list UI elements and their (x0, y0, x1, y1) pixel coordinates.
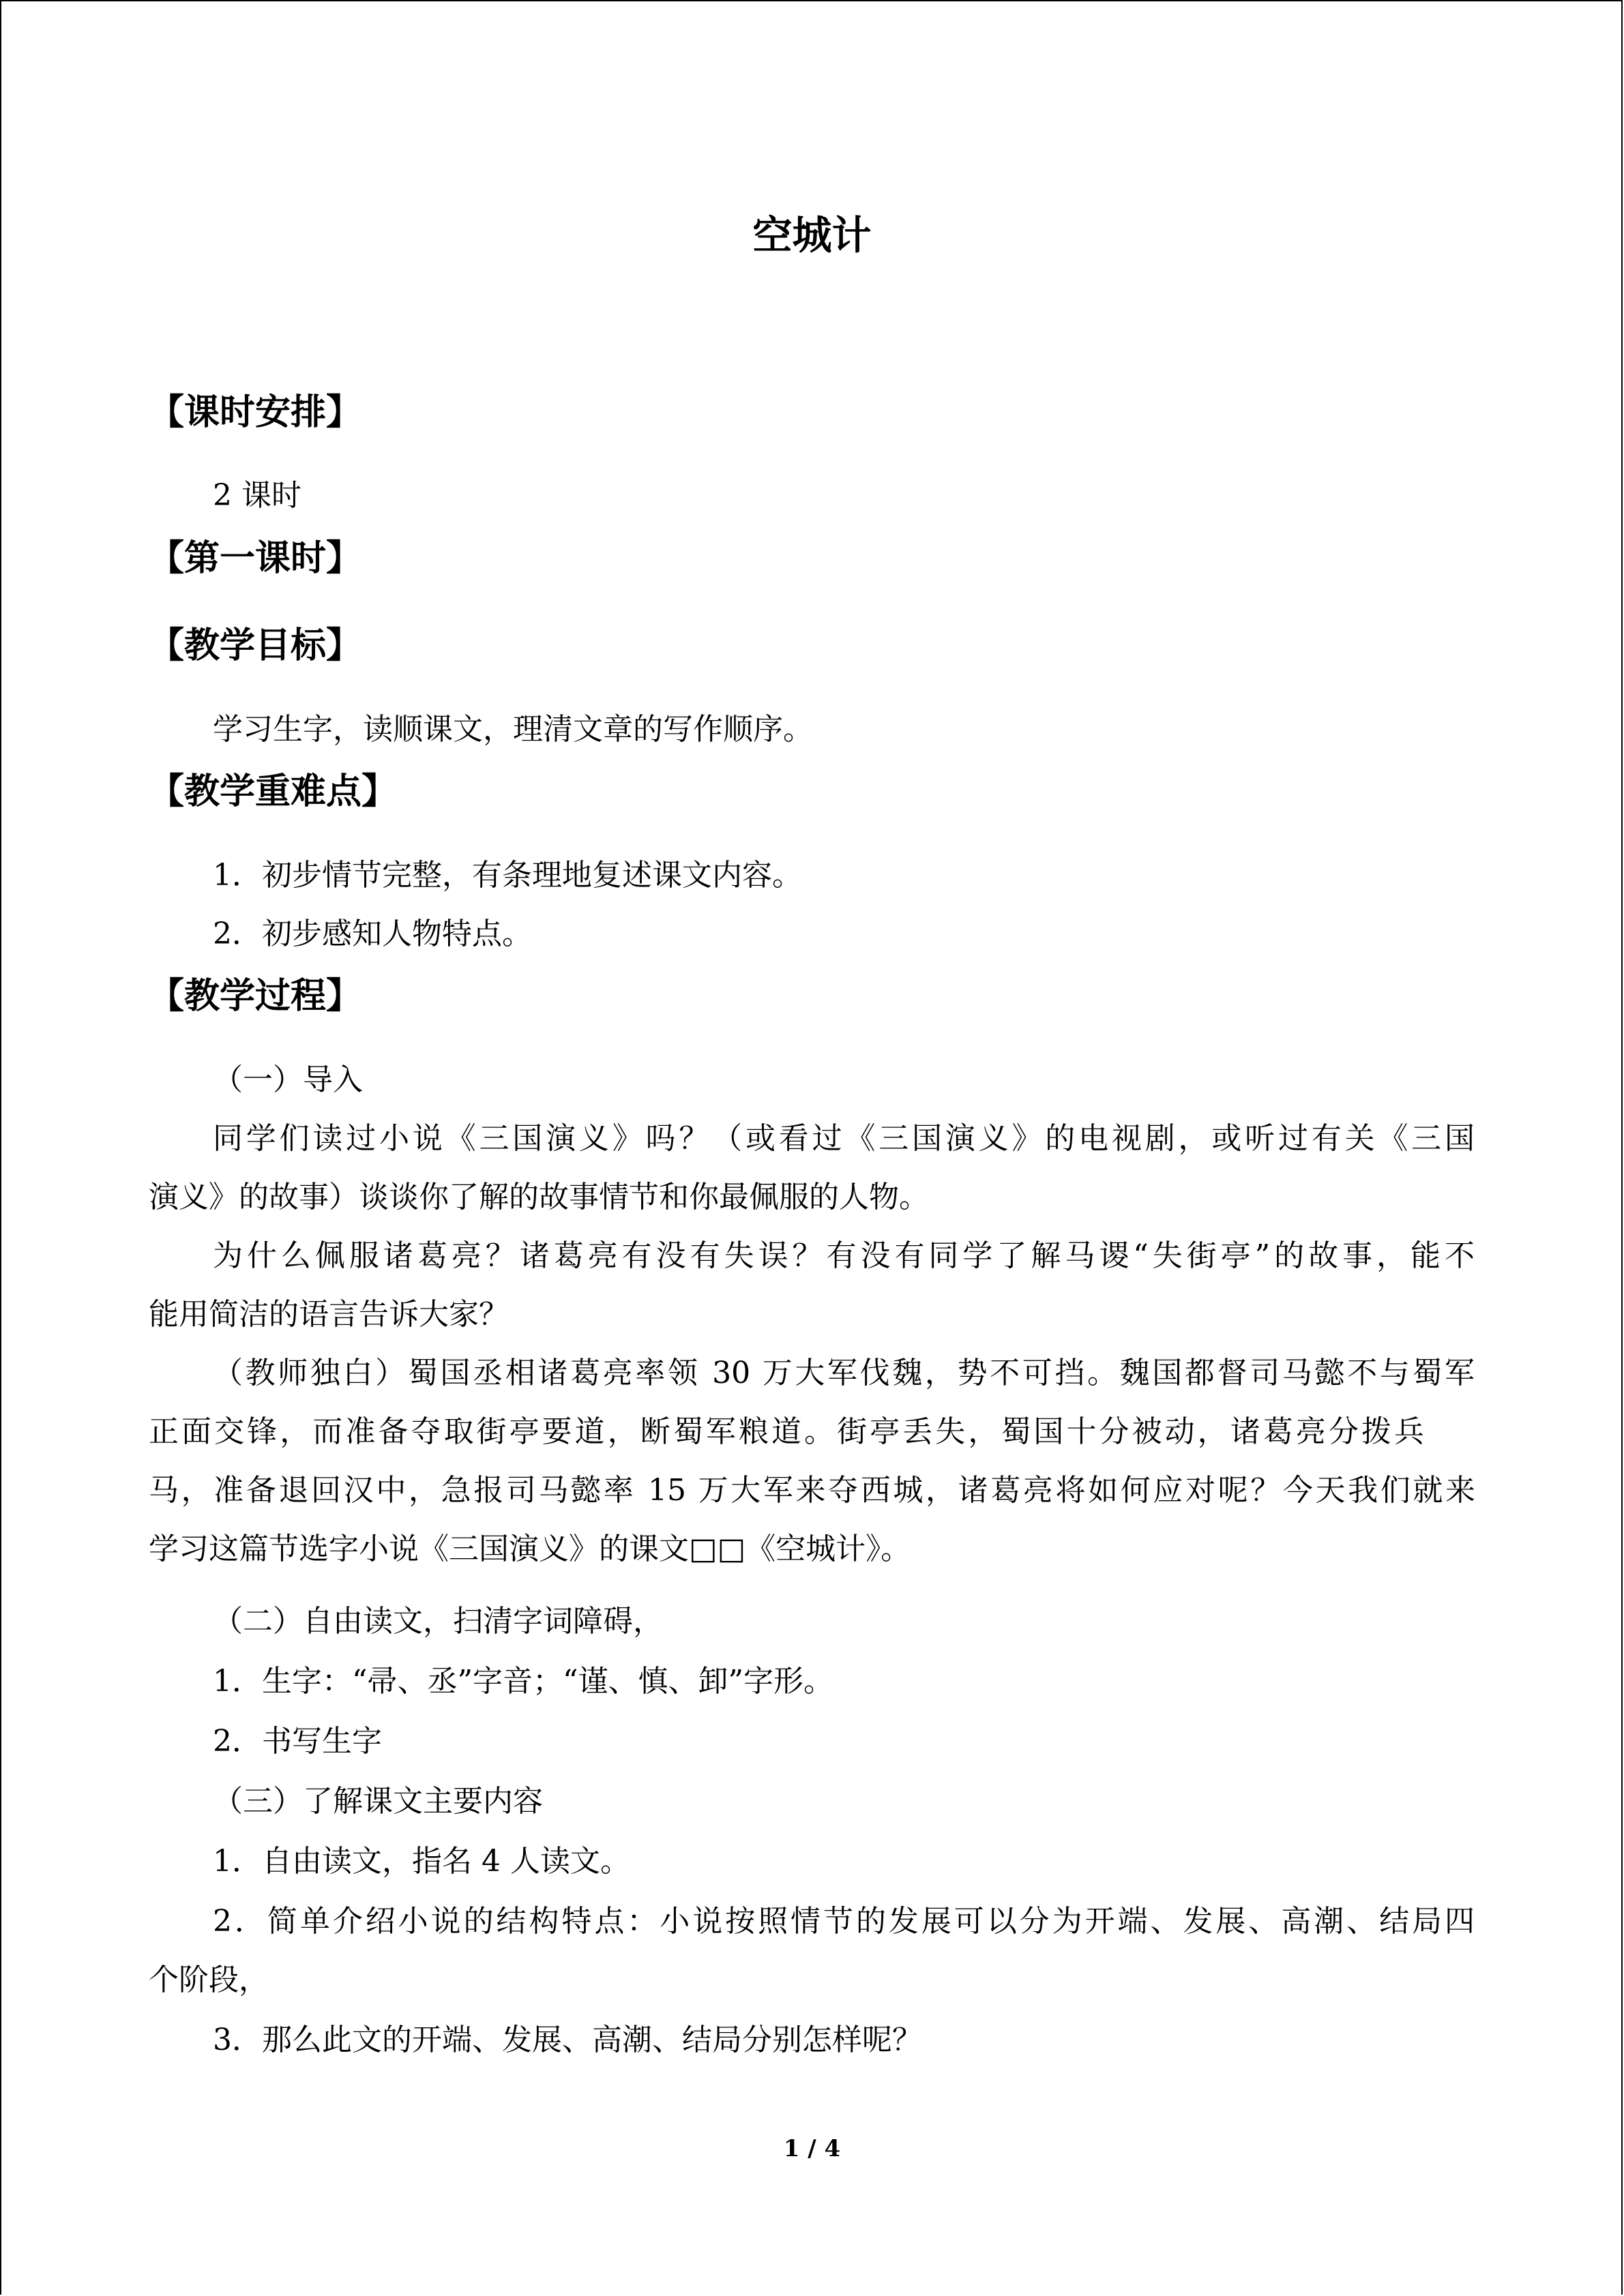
process-heading: 【教学过程】 (149, 976, 362, 1017)
key-point-2: 2．初步感知人物特点。 (213, 916, 532, 951)
goals-heading: 【教学目标】 (149, 625, 362, 666)
step3-item3: 3．那么此文的开端、发展、高潮、结局分别怎样呢？ (213, 2023, 922, 2057)
p2-line1: 为什么佩服诸葛亮？诸葛亮有没有失误？有没有同学了解马谡“失街亭”的故事，能不 (213, 1238, 1475, 1273)
page-number: 1 / 4 (783, 2135, 841, 2162)
schedule-heading: 【课时安排】 (149, 392, 362, 433)
key-points-heading: 【教学重难点】 (149, 771, 398, 812)
p3-line4: 学习这篇节选字小说《三国演义》的课文□□《空城计》。 (149, 1532, 911, 1566)
step2-title: （二）自由读文，扫清字词障碍， (213, 1604, 663, 1639)
step2-item2: 2．书写生字 (213, 1724, 382, 1759)
document-title: 空城计 (752, 212, 872, 258)
first-lesson-heading: 【第一课时】 (149, 538, 362, 579)
p1-line1: 同学们读过小说《三国演义》吗？（或看过《三国演义》的电视剧，或听过有关《三国 (213, 1121, 1475, 1156)
step2-item1: 1．生字：“帚、丞”字音；“谨、慎、卸”字形。 (213, 1664, 833, 1699)
p3-line1: （教师独白）蜀国丞相诸葛亮率领 30 万大军伐魏，势不可挡。魏国都督司马懿不与蜀军 (213, 1356, 1475, 1390)
step3-title: （三）了解课文主要内容 (213, 1784, 543, 1819)
step3-item2-line1: 2．简单介绍小说的结构特点：小说按照情节的发展可以分为开端、发展、高潮、结局四 (213, 1904, 1475, 1939)
p3-line3: 马，准备退回汉中，急报司马懿率 15 万大军来夺西城，诸葛亮将如何应对呢？今天我们就来 (149, 1473, 1475, 1508)
key-point-1: 1．初步情节完整，有条理地复述课文内容。 (213, 858, 802, 893)
step3-item1: 1．自由读文，指名 4 人读文。 (213, 1844, 630, 1879)
goals-text: 学习生字，读顺课文，理清文章的写作顺序。 (213, 712, 813, 747)
step1-title: （一）导入 (213, 1062, 363, 1097)
p2-line2: 能用简洁的语言告诉大家？ (149, 1297, 509, 1332)
schedule-text: 2 课时 (213, 478, 301, 513)
step3-item2-line2: 个阶段， (149, 1963, 269, 1997)
p3-line2: 正面交锋，而准备夺取街亭要道，断蜀军粮道。街亭丢失，蜀国十分被动，诸葛亮分拨兵 (149, 1414, 1424, 1449)
p1-line2: 演义》的故事）谈谈你了解的故事情节和你最佩服的人物。 (149, 1180, 929, 1214)
